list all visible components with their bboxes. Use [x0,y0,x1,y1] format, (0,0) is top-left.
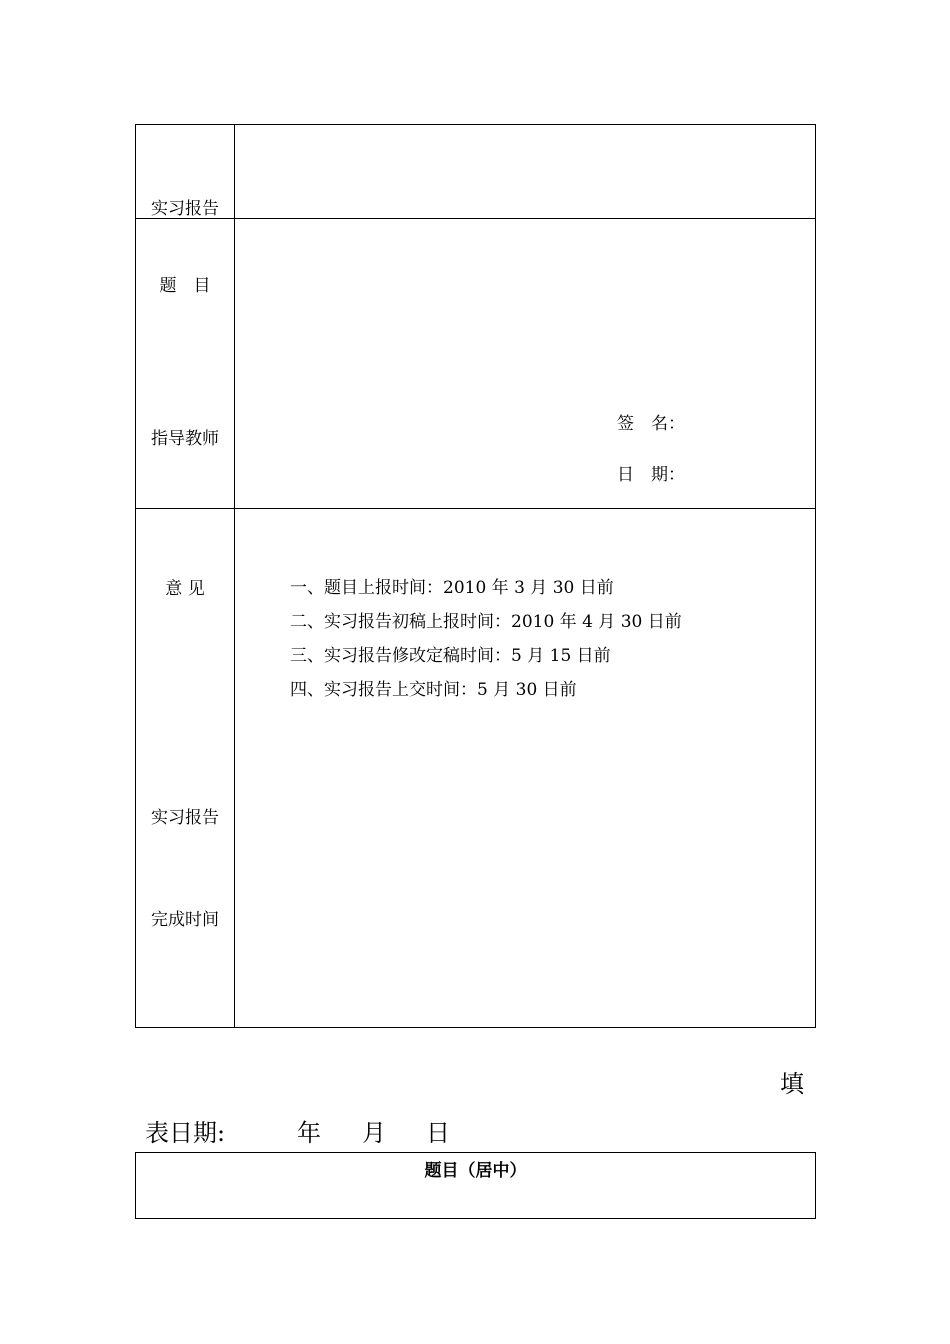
date-label: 日 期： [617,465,685,485]
schedule-item: 二、实习报告初稿上报时间：2010 年 4 月 30 日前 [290,612,682,632]
schedule-item: 四、实习报告上交时间：5 月 30 日前 [290,680,577,700]
completion-time-label: 实习报告 完成时间 [151,808,219,930]
fill-date-year: 年 [297,1119,321,1147]
fill-date-label: 表日期: [145,1119,226,1147]
report-title-label: 实习报告 题 目 [151,199,219,296]
advisor-opinion-field[interactable] [236,220,814,400]
schedule-item: 三、实习报告修改定稿时间：5 月 15 日前 [290,646,611,666]
report-title-field[interactable] [236,126,814,217]
fill-date-char: 填 [780,1070,804,1098]
title-box-heading: 题目（居中） [424,1161,527,1181]
schedule-item: 一、题目上报时间：2010 年 3 月 30 日前 [290,578,614,598]
signature-label: 签 名： [617,414,685,434]
fill-date-day: 日 [426,1119,450,1147]
advisor-opinion-label: 指导教师 意 见 [151,429,219,599]
fill-date-month: 月 [362,1119,386,1147]
